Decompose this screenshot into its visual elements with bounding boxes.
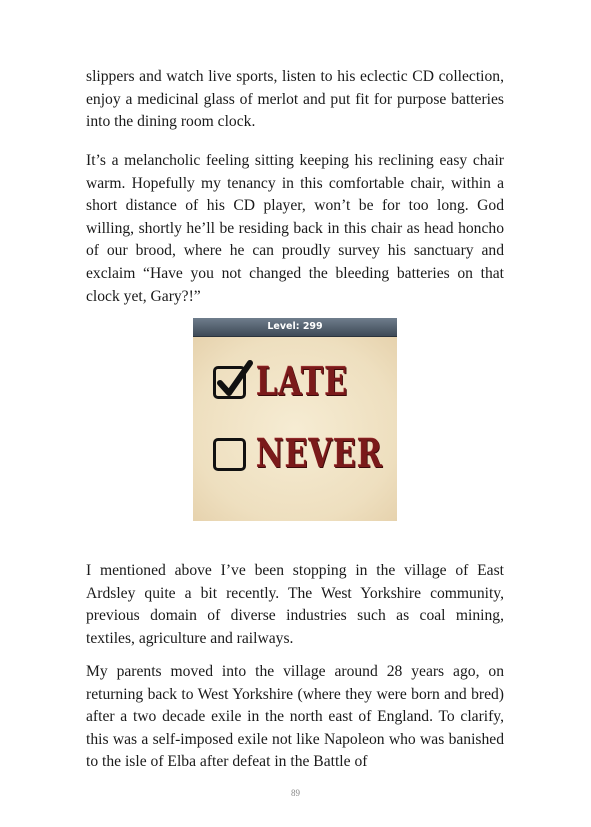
puzzle-body — [193, 337, 397, 521]
checked-checkbox-icon — [213, 366, 246, 399]
page-number: 89 — [291, 788, 300, 798]
option-label-late: LATE — [256, 359, 349, 405]
paragraph-4: My parents moved into the village around 28 years ago, on returning back to West Yorkshire (where they were born and bred) after a two decade exile in the north east of England. To clarify, this was a self-imposed exile not like Napoleon who was banished to the isle of Elba after defeat in the Battle of — [86, 663, 504, 771]
paragraph-1: slippers and watch live sports, listen to his eclectic CD collection, enjoy a medicinal glass of merlot and put fit for purpose batteries into the dining room clock. — [86, 68, 504, 131]
option-never — [213, 431, 397, 477]
option-late — [213, 359, 374, 405]
paragraph-3: I mentioned above I’ve been stopping in the village of East Ardsley quite a bit recently. The West Yorkshire community, previous domain of diverse industries such as coal mining, textiles, agriculture and railways. — [86, 562, 504, 647]
empty-checkbox-icon — [213, 438, 246, 471]
puzzle-screenshot — [193, 318, 397, 521]
option-label-never: NEVER — [256, 431, 383, 477]
level-header: Level: 299 — [193, 318, 397, 337]
paragraph-2: It’s a melancholic feeling sitting keeping his reclining easy chair warm. Hopefully my tenancy in this comfortable chair, within a short distance of his CD player, won’t be for too long. God willing, shortly he’ll be residing back in this chair as head honcho of our brood, where he can proudly survey his sanctuary and exclaim “Have you not changed the bleeding batteries on that clock yet, Gary?!” — [86, 152, 504, 305]
checkmark-icon — [212, 359, 256, 403]
